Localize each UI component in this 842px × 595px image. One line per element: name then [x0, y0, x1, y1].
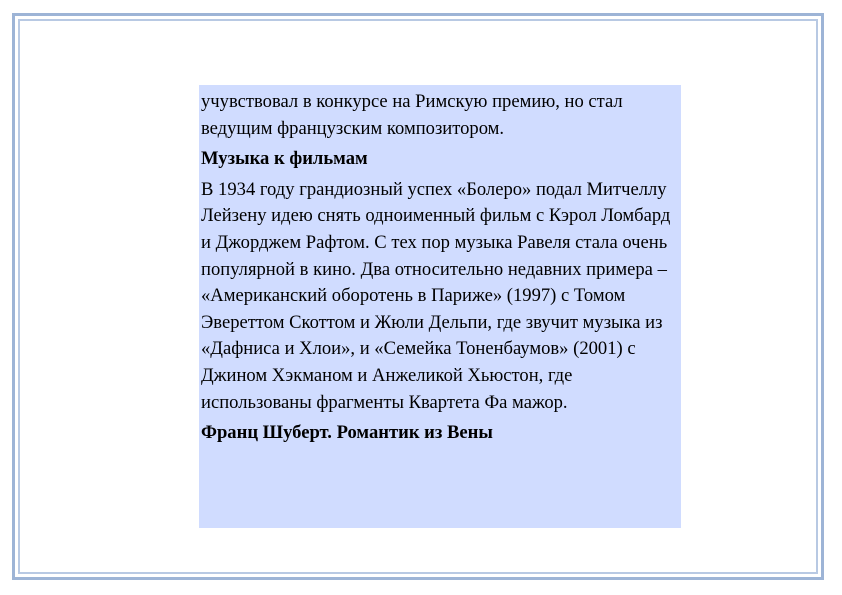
paragraph-intro: учувствовал в конкурсе на Римскую премию, но стал ведущим французским композитором. — [201, 91, 623, 139]
heading-schubert: Франц Шуберт. Романтик из Вены — [201, 422, 493, 444]
text-content-box — [199, 85, 681, 528]
paragraph-film-music: В 1934 году грандиозный успех «Болеро» подал Митчеллу Лейзену идею снять одноименный фильм с Кэрол Ломбард и Джорджем Рафтом. С тех пор музыка Равеля стала очень популярной в кино. Два относительно недавних примера – «Американский оборотень в Париже» (1997) с Томом Эвереттом Скоттом и Жюли Дельпи, где звучит музыка из «Дафниса и Хлои», и «Семейка Тоненбаумов» (2001) с Джином Хэкманом и Анжеликой Хьюстон, где использованы фрагменты Квартета Фа мажор. — [201, 178, 671, 413]
heading-film-music: Музыка к фильмам — [201, 148, 368, 170]
